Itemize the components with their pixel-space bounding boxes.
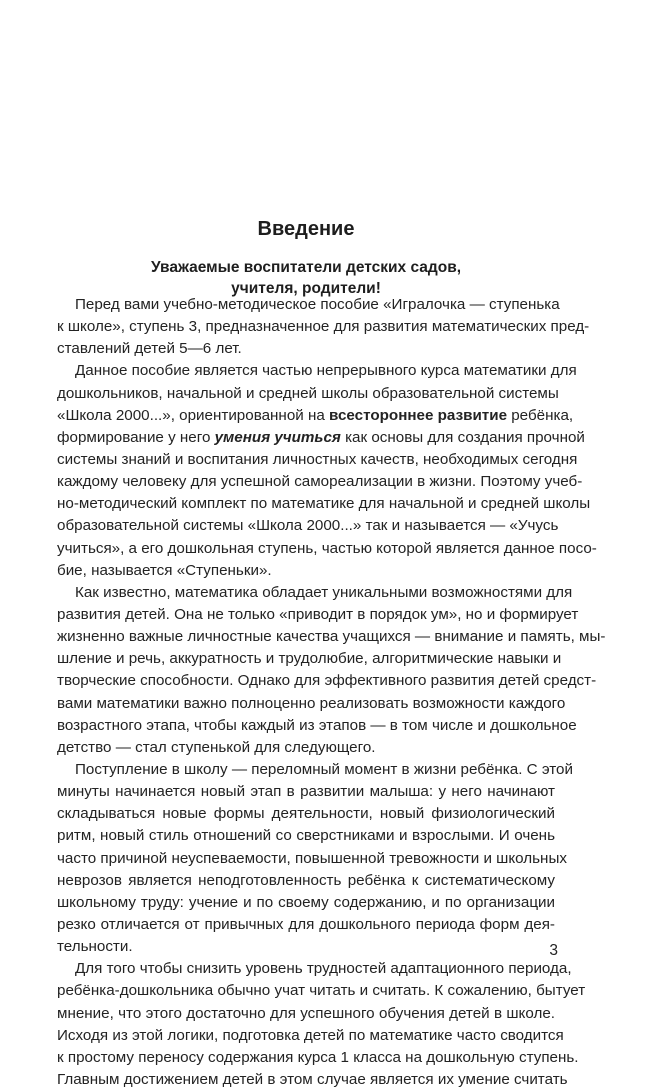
text-line: минуты начинается новый этап в развитии малыша: у него начинают: [57, 783, 555, 801]
paragraph-4: [57, 759, 573, 958]
text-line: Для того чтобы снизить уровень трудностей адаптационного периода,: [75, 960, 572, 978]
text-line: образовательной системы «Школа 2000...» так и называется — «Учусь: [57, 517, 559, 535]
page-subtitle: [57, 257, 555, 299]
subtitle-line: Уважаемые воспитатели детских садов,: [150, 259, 462, 276]
text-run: формирование у него: [57, 428, 215, 446]
text-line: к школе», ступень 3, предназначенное для развития математических пред-: [57, 318, 590, 336]
paragraph-2: [57, 360, 597, 581]
text-line: Как известно, математика обладает уникальными возможностями для: [75, 583, 573, 601]
paragraph-3: [57, 582, 606, 759]
text-line: школьному труду: учение и по своему содержанию, и по организации: [57, 893, 555, 911]
text-line: системы знаний и воспитания личностных качеств, необходимых сегодня: [57, 450, 578, 468]
text-run: как основы для создания прочной: [340, 428, 585, 446]
bold-emphasis: всестороннее развитие: [329, 406, 508, 424]
text-line: к простому переносу содержания курса 1 класса на дошкольную ступень.: [57, 1048, 579, 1066]
text-line: часто причиной неуспеваемости, повышенной тревожности и школьных: [57, 849, 567, 867]
text-line: Поступление в школу — переломный момент в жизни ребёнка. С этой: [75, 760, 573, 778]
text-line: но-методический комплект по математике для начальной и средней школы: [57, 495, 591, 513]
text-line: резко отличается от привычных для дошкольного периода форм дея-: [57, 915, 555, 933]
text-line: складываться новые формы деятельности, новый физиологический: [57, 805, 555, 823]
text-line: бие, называется «Ступеньки».: [57, 561, 272, 579]
text-line: дошкольников, начальной и средней школы образовательной системы: [57, 384, 559, 402]
paragraph-1: [57, 294, 590, 360]
text-line: каждому человеку для успешной самореализации в жизни. Поэтому учеб-: [57, 473, 583, 491]
text-line-with-emphasis: [57, 405, 574, 427]
text-line: ставлений детей 5—6 лет.: [57, 340, 242, 358]
text-line: неврозов является неподготовленность ребёнка к систематическому: [57, 871, 555, 889]
paragraph-5: [57, 958, 586, 1091]
text-line: жизненно важные личностные качества учащихся — внимание и память, мы-: [57, 628, 606, 646]
text-line-with-emphasis: [57, 427, 585, 449]
bold-italic-emphasis: умения учиться: [214, 428, 341, 446]
text-line: шление и речь, аккуратность и трудолюбие, алгоритмические навыки и: [57, 650, 562, 668]
text-line: учиться», а его дошкольная ступень, частью которой является данное посо-: [57, 539, 597, 557]
text-line: развития детей. Она не только «приводит в порядок ум», но и формирует: [57, 605, 579, 623]
subtitle-line: учителя, родители!: [231, 280, 381, 297]
text-run: «Школа 2000...», ориентированной на: [57, 406, 330, 424]
page-number: 3: [549, 942, 558, 959]
text-line: ребёнка-дошкольника обычно учат читать и считать. К сожалению, бытует: [57, 982, 586, 1000]
text-line: Исходя из этой логики, подготовка детей по математике часто сводится: [57, 1026, 564, 1044]
text-run: ребёнка,: [507, 406, 574, 424]
text-line: Главным достижением детей в этом случае является их умение считать: [57, 1070, 568, 1088]
text-line: Данное пособие является частью непрерывного курса математики для: [75, 362, 577, 380]
body-text: [57, 294, 606, 1091]
text-line: ритм, новый стиль отношений со сверстниками и взрослыми. И очень: [57, 827, 555, 845]
text-line: возрастного этапа, чтобы каждый из этапов — в том числе и дошкольное: [57, 716, 577, 734]
page-title: Введение: [257, 218, 355, 240]
text-line: детство — стал ступенькой для следующего.: [57, 738, 376, 756]
text-line: Перед вами учебно-методическое пособие «Игралочка — ступенька: [75, 296, 560, 313]
text-line: вами математики важно полноценно реализовать возможности каждого: [57, 694, 566, 712]
text-line: творческие способности. Однако для эффективного развития детей средст-: [57, 672, 597, 690]
text-line: тельности.: [57, 938, 133, 956]
text-line: мнение, что этого достаточно для успешного обучения детей в школе.: [57, 1004, 555, 1022]
